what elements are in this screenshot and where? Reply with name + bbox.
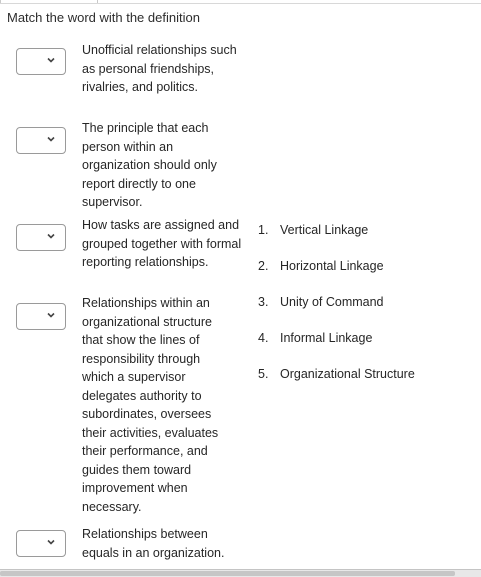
definition-text-4: Relationships within an organizational structure that show the lines of responsibility through which a supervisor delegates authority to subordinates, oversees their activities, evaluates their performance, and guides them toward improvement when necessary. [82,296,219,514]
definition-text-5: Relationships between equals in an organization. [82,527,225,560]
answer-number: 2. [258,259,269,273]
answer-label: Vertical Linkage [280,223,369,237]
answer-label: Horizontal Linkage [280,259,384,273]
answer-label: Informal Linkage [280,331,373,345]
scrollbar-thumb[interactable] [0,571,455,576]
answer-select-5[interactable] [16,530,66,557]
horizontal-scrollbar[interactable] [0,569,481,577]
chevron-down-icon [46,55,56,65]
answer-number: 5. [258,367,269,381]
answer-number: 1. [258,223,269,237]
answer-label: Unity of Command [280,295,384,309]
answer-number: 3. [258,295,269,309]
header-divider [0,3,481,4]
answer-number: 4. [258,331,269,345]
answer-select-1[interactable] [16,48,66,75]
answer-choice-3 [258,295,384,309]
answer-choice-1 [258,223,368,237]
chevron-down-icon [46,310,56,320]
answer-choice-2 [258,259,384,273]
definition-text-1: Unofficial relationships such as personal friendships, rivalries, and politics. [82,43,237,94]
answer-select-3[interactable] [16,224,66,251]
answer-choice-5 [258,367,415,381]
chevron-down-icon [46,231,56,241]
chevron-down-icon [46,537,56,547]
definition-text-2: The principle that each person within an organization should only report directly to one supervisor. [82,121,217,209]
answer-select-4[interactable] [16,303,66,330]
instruction-text: Match the word with the definition [7,10,200,25]
answer-label: Organizational Structure [280,367,415,381]
answer-choice-4 [258,331,372,345]
definition-text-3: How tasks are assigned and grouped together with formal reporting relationships. [82,218,242,269]
answer-select-2[interactable] [16,127,66,154]
chevron-down-icon [46,134,56,144]
